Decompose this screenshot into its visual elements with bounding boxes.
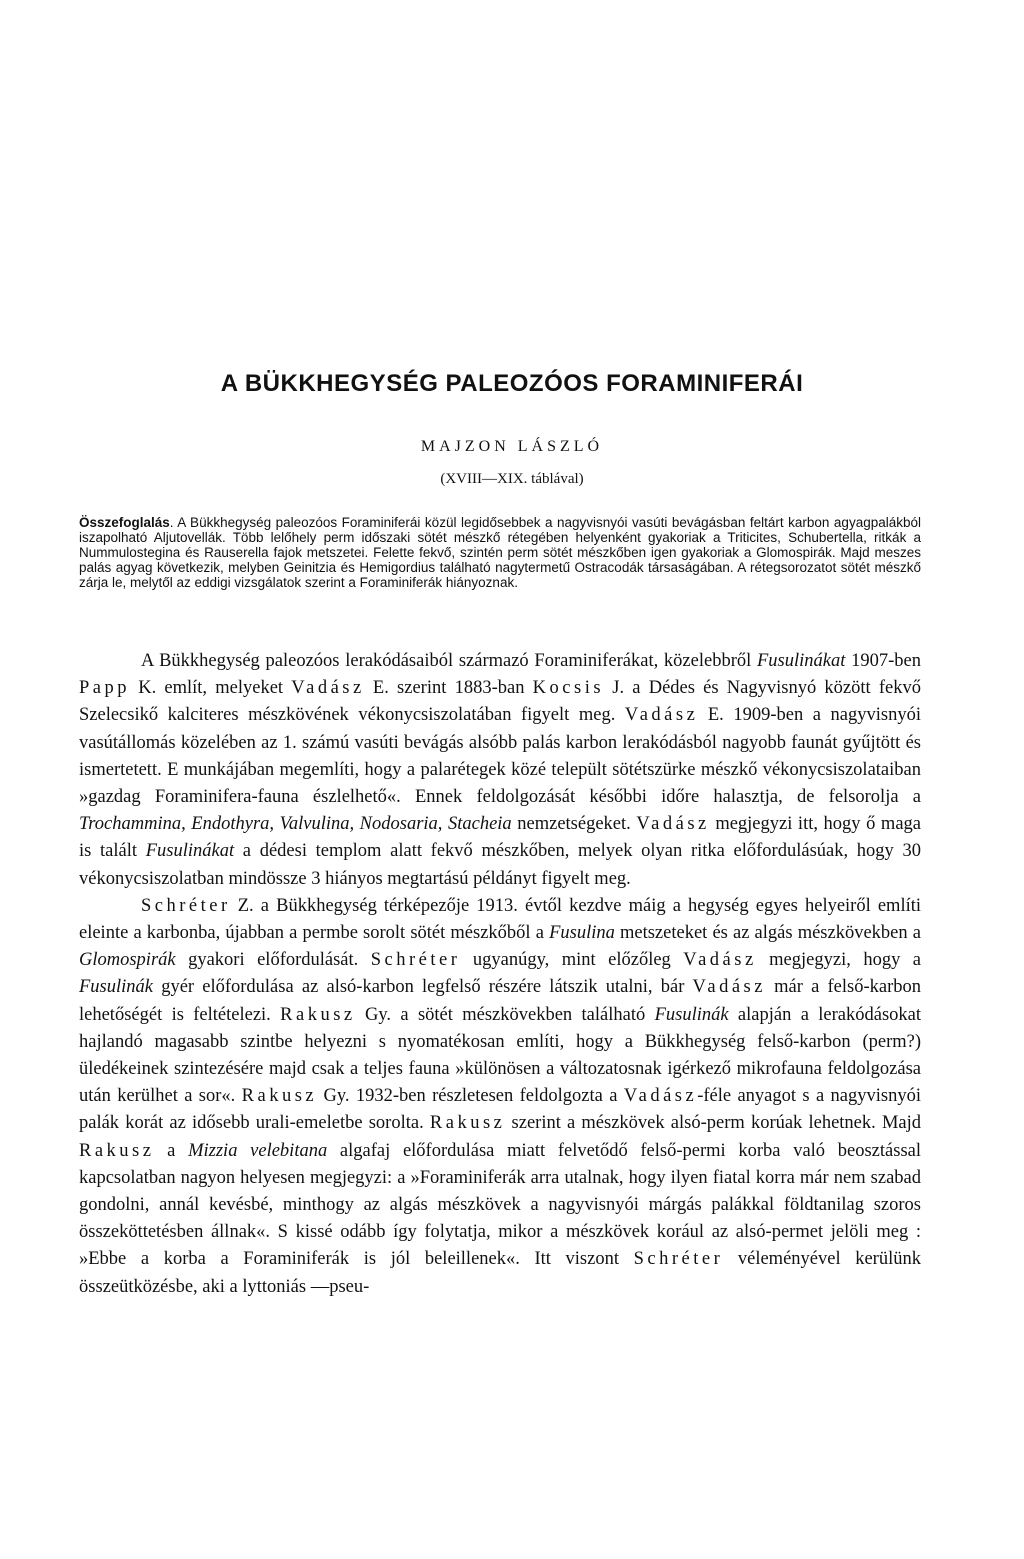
author-name-spaced: Vadász: [683, 950, 757, 971]
text-run: A Bükkhegység paleozóos lerakódásaiból származó Foraminiferákat, közelebbről: [141, 651, 757, 671]
taxon-name: Fusulinákat: [145, 841, 235, 862]
taxon-name: Fusulinák: [79, 977, 153, 998]
text-run: metszeteket és az algás mészkövekben a: [614, 923, 921, 944]
text-run: alapján a lerakódásokat hajlandó magasabb szintbe helyezni s nyomatékosan említi, hogy a Bükkhegység felső-karbon (perm?) üledékeinek szintezésére majd csak a teljes fauna »különösen a változatosnak igérkező mikrofauna feldolgozása után kerülhet a sor«.: [79, 1004, 921, 1107]
text-run: Gy. a sötét mészkövekben található: [355, 1004, 655, 1025]
text-run: megjegyzi itt, hogy ő maga is talált: [79, 814, 921, 862]
author-name-spaced: Schréter: [141, 895, 231, 916]
text-run: már a felső-karbon lehetőségét is feltételezi.: [79, 977, 921, 1025]
author-name: MAJZON LÁSZLÓ: [420, 438, 604, 455]
body-paragraph-2: [79, 893, 921, 1301]
taxon-name: Fusulinákat: [757, 651, 846, 671]
text-run: gyakori előfordulását.: [175, 950, 371, 971]
text-run: algafaj előfordulása miatt felvetődő felső-permi korba való beosztással kapcsolatban nagyon helyesen megjegyzi: a »Foraminiferák arra utalnak, hogy ilyen fiatal korra már nem szabad gondolni, annál kevésbé, minthogy az algás mészkövek a nagyvisnyói márgás palákkal földtanilag szoros összeköttetésben állnak«. S kissé odább így folytatja, mikor a mészkövek korául az alsó-permet jelöli meg : »Ebbe a korba a Foraminiferák is jól beleillenek«. Itt viszont: [79, 1140, 921, 1270]
abstract-text: . A Bükkhegység paleozóos Foraminiferái közül legidősebbek a nagyvisnyói vasúti bevágásban feltárt karbon agyagpalákból iszapolható Aljutovellák. Több lelőhely perm időszaki sötét mészkő rétegében helyenként gyakoriak a Triticites, Schubertella, ritkák a Nummulostegina és Rauserella fajok metszetei. Felette fekvő, szintén perm sötét mészkőben igen gyakoriak a Glomospirák. Majd meszes palás agyag következik, melyben Geinitzia és Hemigordius található nagytermetű Ostracodák társaságában. A rétegsorozatot sötét mészkő zárja le, melytől az eddigi vizsgálatok szerint a Foraminiferák hiányoznak.: [79, 515, 921, 590]
taxon-name: Fusulinák: [654, 1004, 729, 1025]
abstract: [79, 515, 921, 590]
text-run: megjegyzi, hogy a: [756, 950, 922, 971]
text-run: -féle anyagot s a nagyvisnyói palák korát az idősebb urali-emeletbe sorolta.: [79, 1086, 921, 1134]
author-name-spaced: Vadász: [291, 678, 365, 699]
text-run: Z. a Bükkhegység térképezője 1913. évtől kezdve máig a hegység egyes helyeiről említi eleinte a karbonba, újabban a permbe sorolt sötét mészkőből a: [79, 895, 921, 944]
taxon-name: Fusulina: [549, 923, 615, 944]
taxon-name: Mizzia velebitana: [188, 1140, 328, 1161]
text-run: K. említ, melyeket: [130, 678, 292, 699]
taxon-name: Trochammina, Endothyra, Valvulina, Nodosaria, Stacheia: [79, 814, 512, 835]
text-run: 1907-ben: [845, 651, 921, 671]
text-run: a: [154, 1140, 189, 1161]
author-name-spaced: Schréter: [370, 950, 461, 971]
text-run: Gy. 1932-ben részletesen feldolgozta a: [317, 1086, 624, 1107]
author-name-spaced: Rakusz: [280, 1004, 356, 1025]
author-name-spaced: Kocsis: [532, 678, 605, 699]
text-run: véleményével kerülünk összeütközésbe, aki a lyttoniás —pseu-: [79, 1249, 921, 1297]
text-run: szerint a mészkövek alsó-perm korúak lehetnek. Majd: [505, 1113, 921, 1134]
author-name-spaced: Papp: [79, 678, 130, 699]
text-run: E. 1909-ben a nagyvisnyói vasútállomás közelében az 1. számú vasúti bevágás alsóbb palás karbon lerakódásból nagyobb faunát gyűjtött és ismertetett. E munkájában megemlíti, hogy a palarétegek közé települt sötétszürke mészkő vékonycsiszolataiban »gazdag Foraminifera-fauna észlelhető«. Ennek feldolgozását későbbi időre halasztja, de felsorolja a: [79, 705, 921, 808]
text-run: J. a Dédes és Nagyvisnyó között fekvő Szelecsikő kalciteres mészkövének vékonycsiszolatában figyelt meg.: [79, 678, 921, 726]
author-name-spaced: Vadász: [624, 705, 699, 726]
text-run: gyér előfordulása az alsó-karbon legfelső részére látszik utalni, bár: [153, 977, 693, 998]
text-run: E. szerint 1883-ban: [364, 678, 533, 699]
text-run: ugyanúgy, mint előzőleg: [460, 950, 684, 971]
author-name-spaced: Rakusz: [241, 1086, 318, 1107]
text-run: a dédesi templom alatt fekvő mészkőben, melyek olyan ritka előfordulásúak, hogy 30 vékonycsiszolatban mindössze 3 hiányos megtartású példányt figyelt meg.: [79, 841, 921, 889]
article-body: [79, 648, 921, 1301]
taxon-name: Glomospirák: [79, 950, 176, 971]
abstract-label: Összefoglalás: [79, 515, 170, 530]
author-name-spaced: Vadász: [636, 814, 710, 835]
author-name-spaced: Rakusz: [429, 1113, 506, 1134]
author-name-spaced: Vadász: [623, 1086, 698, 1107]
article-title: A BÜKKHEGYSÉG PALEOZÓOS FORAMINIFERÁI: [220, 370, 804, 397]
plates-note: (XVIII—XIX. táblával): [440, 471, 584, 487]
author-name-spaced: Schréter: [633, 1249, 724, 1270]
body-paragraph-1: [79, 648, 921, 893]
author-name-spaced: Rakusz: [79, 1140, 155, 1161]
author-name-spaced: Vadász: [692, 977, 766, 998]
text-run: nemzetségeket.: [511, 814, 637, 835]
